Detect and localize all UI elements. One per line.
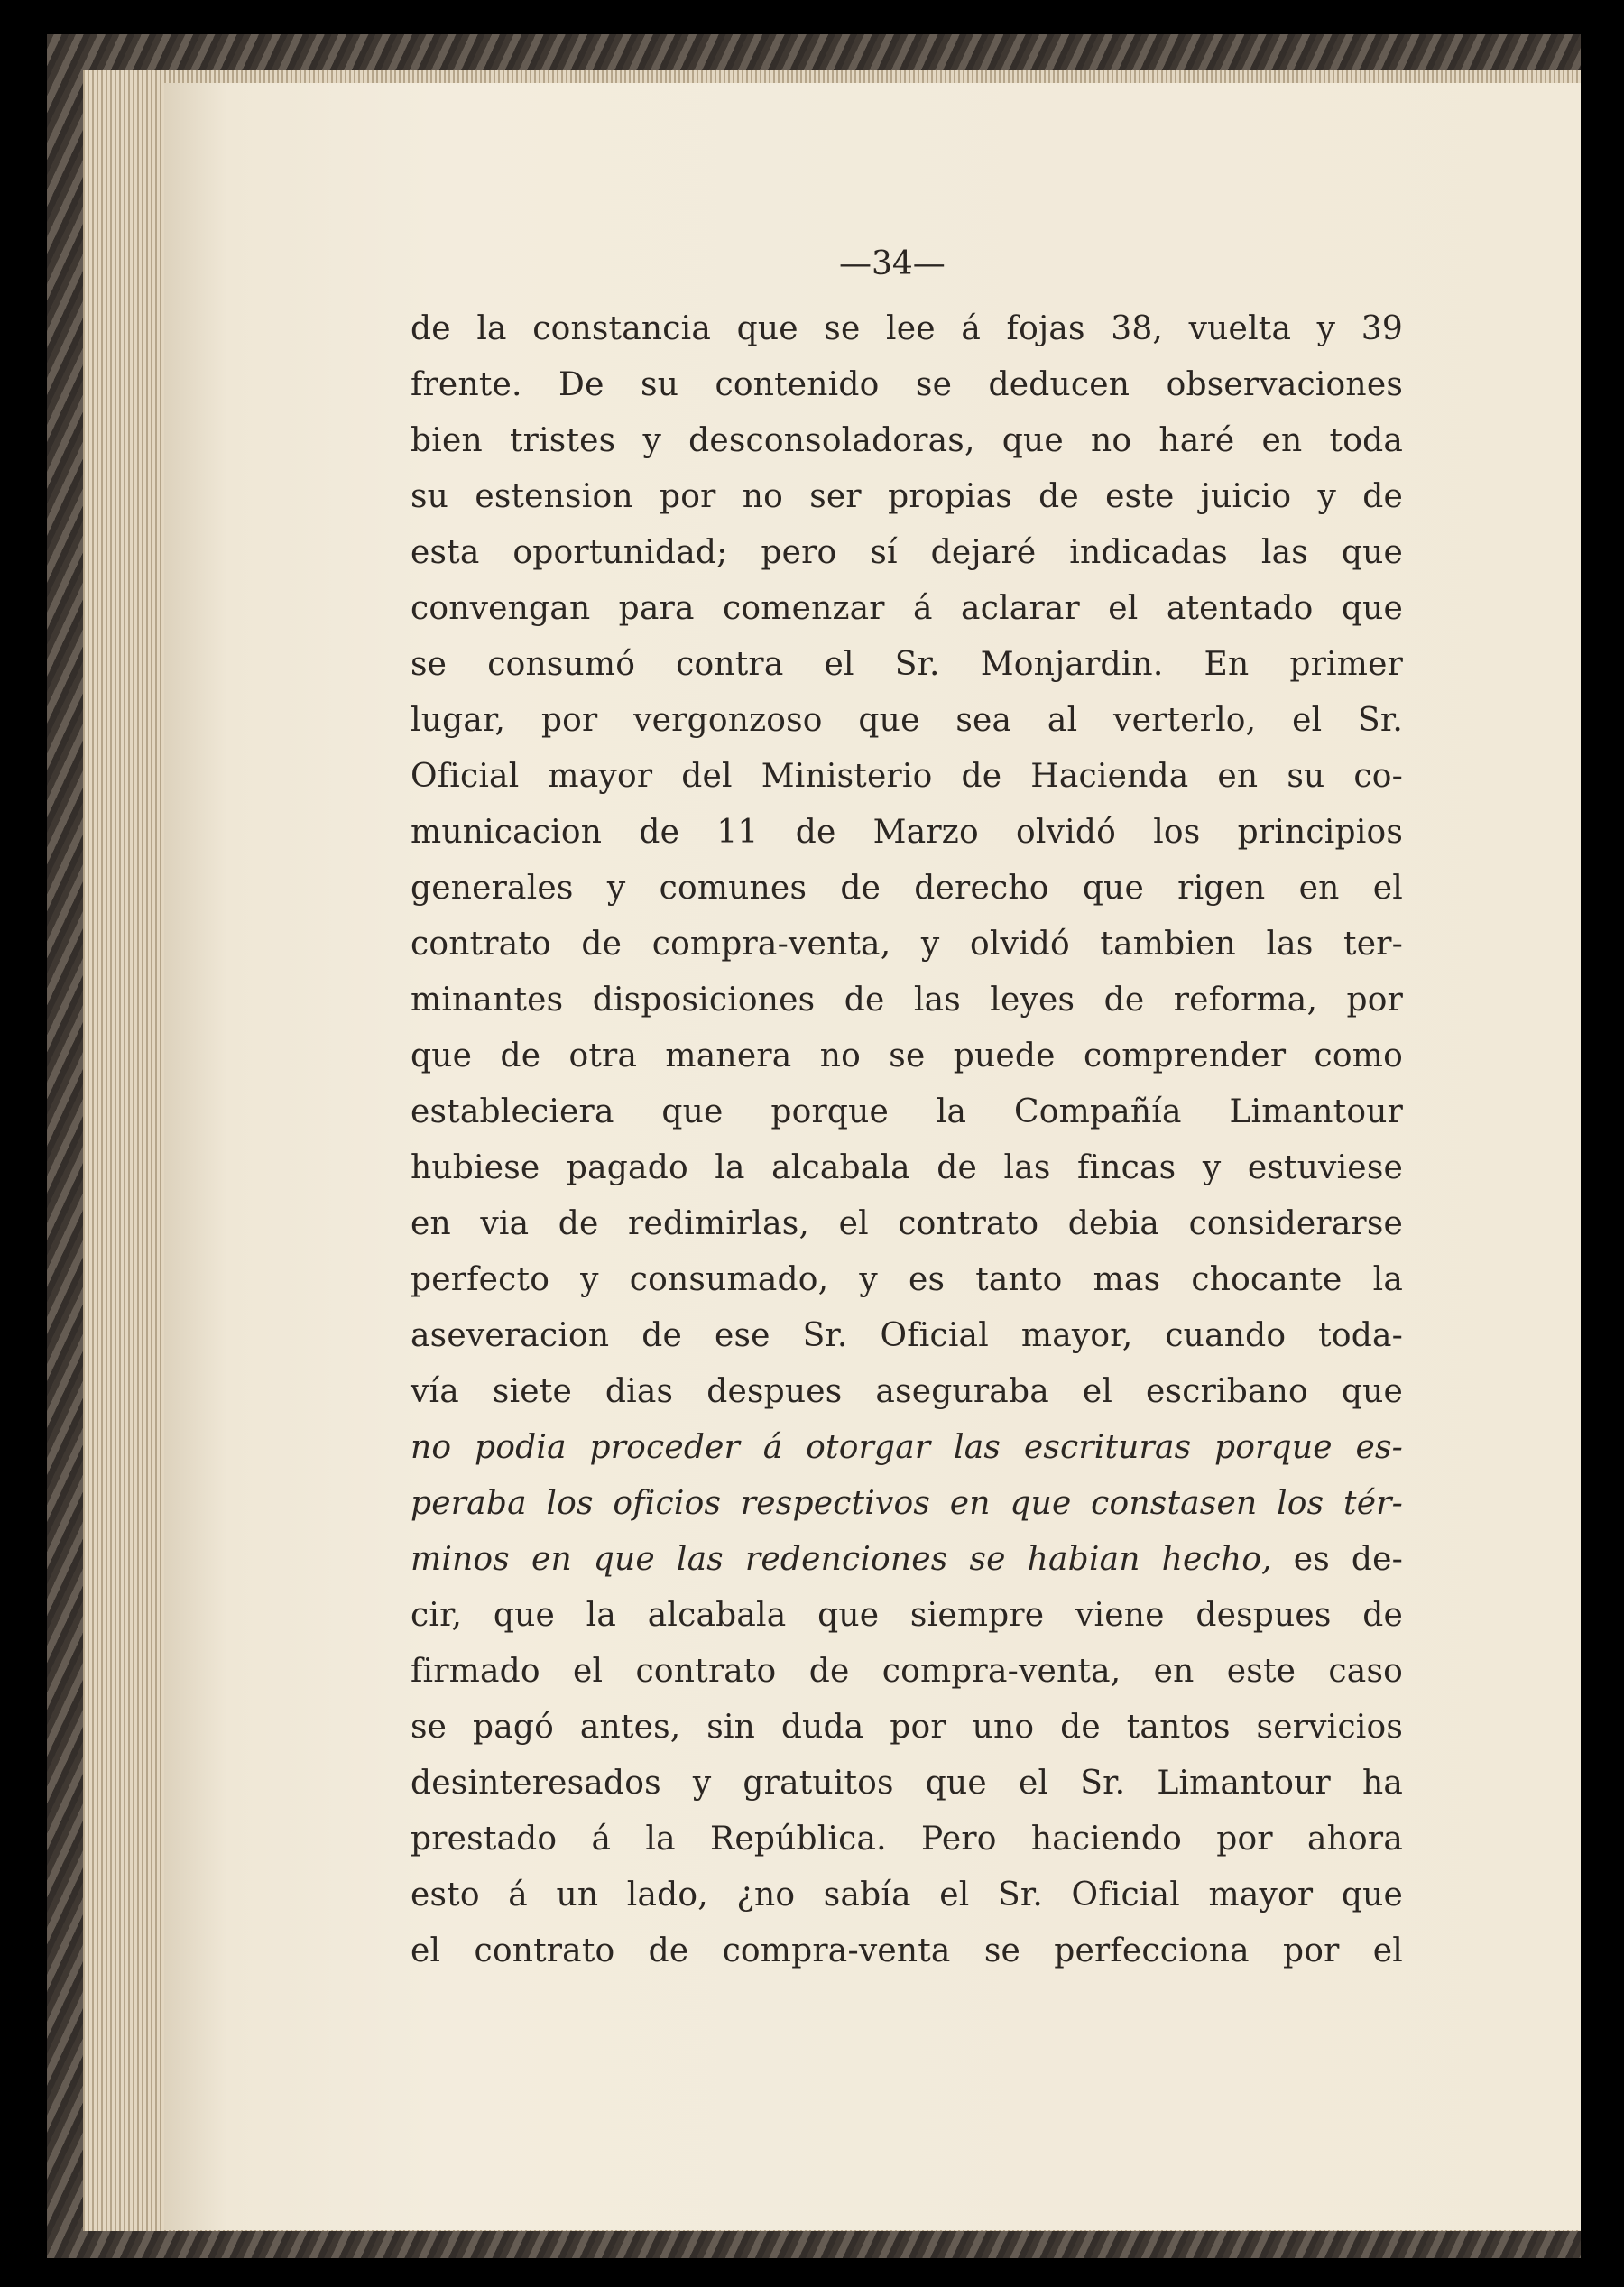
text-line: estableciera que porque la Compañía Limantour: [411, 1093, 1403, 1130]
text-line-italic: peraba los oficios respectivos en que constasen los tér-: [411, 1485, 1403, 1522]
text-line: esto á un lado, ¿no sabía el Sr. Oficial mayor que: [411, 1877, 1403, 1914]
text-line: bien tristes y desconsoladoras, que no haré en toda: [411, 422, 1403, 459]
text-line: vía siete dias despues aseguraba el escribano que: [411, 1373, 1403, 1410]
text-line: generales y comunes de derecho que rigen en el: [411, 870, 1403, 907]
text-line: prestado á la República. Pero haciendo por ahora: [411, 1821, 1403, 1858]
text-line: municacion de 11 de Marzo olvidó los principios: [411, 814, 1403, 851]
text-line: cir, que la alcabala que siempre viene despues de: [411, 1597, 1403, 1634]
text-line: aseveracion de ese Sr. Oficial mayor, cuando toda-: [411, 1317, 1403, 1354]
text-line: hubiese pagado la alcabala de las fincas y estuviese: [411, 1149, 1403, 1186]
text-line: frente. De su contenido se deducen observaciones: [411, 366, 1403, 403]
body-text: [411, 301, 1403, 1979]
italic-segment: minos en que las redenciones se habian hecho,: [411, 1541, 1272, 1578]
text-line: se pagó antes, sin duda por uno de tantos servicios: [411, 1709, 1403, 1746]
text-line: su estension por no ser propias de este juicio y de: [411, 478, 1403, 515]
text-line: desinteresados y gratuitos que el Sr. Limantour ha: [411, 1765, 1403, 1802]
roman-segment: es de-: [1271, 1541, 1403, 1578]
text-line: lugar, por vergonzoso que sea al verterlo, el Sr.: [411, 702, 1403, 739]
text-line: minantes disposiciones de las leyes de reforma, por: [411, 982, 1403, 1019]
text-line: esta oportunidad; pero sí dejaré indicadas las que: [411, 534, 1403, 571]
text-line: en via de redimirlas, el contrato debia considerarse: [411, 1205, 1403, 1242]
text-line-italic: no podia proceder á otorgar las escrituras porque es-: [411, 1429, 1403, 1466]
text-line: Oficial mayor del Ministerio de Hacienda en su co-: [411, 758, 1403, 795]
text-line: firmado el contrato de compra-venta, en este caso: [411, 1653, 1403, 1690]
text-line-mixed: [411, 1532, 1403, 1588]
page-number: —34—: [839, 245, 946, 282]
text-line: perfecto y consumado, y es tanto mas chocante la: [411, 1261, 1403, 1298]
text-line: que de otra manera no se puede comprender como: [411, 1037, 1403, 1074]
text-line: convengan para comenzar á aclarar el atentado que: [411, 590, 1403, 627]
text-line: de la constancia que se lee á fojas 38, vuelta y 39: [411, 310, 1403, 347]
text-line: el contrato de compra-venta se perfecciona por el: [411, 1932, 1403, 1969]
text-line: contrato de compra-venta, y olvidó tambien las ter-: [411, 926, 1403, 963]
text-line: se consumó contra el Sr. Monjardin. En primer: [411, 646, 1403, 683]
